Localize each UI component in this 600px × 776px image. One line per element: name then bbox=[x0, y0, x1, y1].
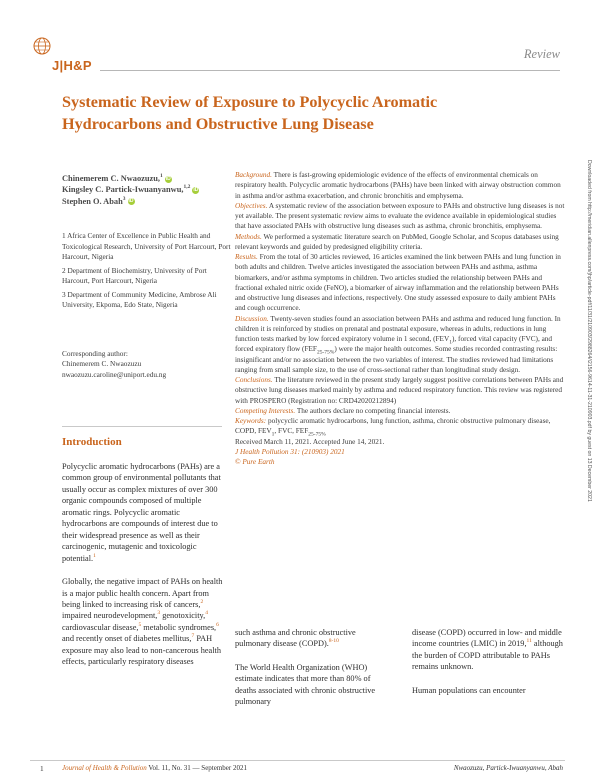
corresponding-label: Corresponding author: bbox=[62, 349, 128, 358]
logo-text: J|H&P bbox=[52, 58, 92, 73]
author-2: Kingsley C. Partick-Iwuanyanwu,$^{1,2}$ iD bbox=[62, 184, 199, 195]
orcid-icon[interactable]: iD bbox=[128, 198, 134, 205]
orcid-icon[interactable]: iD bbox=[193, 186, 199, 193]
section-divider bbox=[62, 426, 222, 427]
article-title: Systematic Review of Exposure to Polycyclic Aromatic Hydrocarbons and Obstructive Lung Disease bbox=[62, 93, 438, 133]
abstract-methods: Methods. We performed a systematic literature search on PubMed, Google Scholar, and Scopus databases using relevant keywords and guided by predesigned eligibility criteria. bbox=[235, 232, 559, 251]
abstract-background: Background. There is fast-growing epidemiologic evidence of the effects of environmental chemicals on respiratory health. Polycyclic aromatic hydrocarbons (PAHs) have been linked with airway obstruction common in asthma and/or asthma exacerbation, and chronic bronchitis and emphysema. bbox=[235, 171, 561, 200]
body-column-2 bbox=[235, 627, 385, 720]
article-type-label: Review bbox=[523, 47, 560, 61]
abstract-competing-interests: Competing Interests. The authors declare no competing financial interests. bbox=[235, 406, 451, 415]
affiliation-2: 2 Department of Biochemistry, University of Port Harcourt, Port Harcourt, Nigeria bbox=[62, 265, 207, 285]
corresponding-email[interactable]: nwaozuzu.caroline@uniport.edu.ng bbox=[62, 369, 167, 379]
received-date: Received March 11, 2021. Accepted June 14, 2021. bbox=[235, 437, 385, 446]
author-3: Stephen O. Abah$^3$ iD bbox=[62, 195, 134, 206]
introduction-heading: Introduction bbox=[62, 436, 122, 448]
abstract-results: Results. From the total of 30 articles reviewed, 16 articles examined the link between PAHs and lung function in both adults and children. Twelve articles investigated the association between PAHs and asthma, asthma biomarkers, and/or asthma symptoms in children. Two articles studied the relationship between PAHs and fractional exhaled nitric oxide (FeNO), a biomarker of airway inflammation and the relationship between PAHs and obstructive lung diseases and infections, respectively. One study assessed exposure to daily ambient PAHs and cough occurrence. bbox=[235, 253, 561, 313]
affiliation-3: 3 Department of Community Medicine, Ambrose Ali University, Ekpoma, Edo State, Nigeria bbox=[62, 289, 217, 309]
corresponding-author bbox=[62, 349, 232, 380]
paragraph: Polycyclic aromatic hydrocarbons (PAHs) are a common group of environmental pollutants that usually occur as complex mixtures of over 300 organic compounds composed of multiple aromatic rings. Polycyclic aromatic hydrocarbons are compounds of interest due to their widespread presence as well as their carcinogenic, mutagenic and toxicologic potential.$^1$ bbox=[62, 462, 221, 563]
abstract bbox=[235, 170, 565, 467]
copyright: © Pure Earth bbox=[235, 458, 275, 466]
affiliation-1: 1 Africa Center of Excellence in Public Health and Toxicological Research, University of Port Harcourt, Port Harcourt, Nigeria bbox=[62, 231, 231, 261]
body-column-3 bbox=[412, 627, 565, 708]
abstract-conclusions: Conclusions. The literature reviewed in the present study largely suggest positive correlations between PAHs and obstructive lung diseases marked mainly by asthma and reduced respiratory function. This review was registered with PROSPERO (Registration no: CRD42020212894) bbox=[235, 376, 564, 405]
journal-logo bbox=[30, 36, 105, 76]
paragraph: Globally, the negative impact of PAHs on health is a major public health concern. Apart from being linked to increasing risk of cancers,$^2$ impaired neurodevelopment,$^3$ genotoxicity,$^4$ cardiovascular disease,$^5$ metabolic syndromes,$^6$ and recently onset of diabetes mellitus,$^7$ PAH exposure may also lead to non-cancerous health effects, particularly respiratory diseases bbox=[62, 577, 223, 667]
header-divider bbox=[100, 70, 560, 71]
corresponding-name: Chinemerem C. Nwaozuzu bbox=[62, 359, 142, 369]
abstract-keywords: Keywords: polycyclic aromatic hydrocarbons, lung function, asthma, chronic obstructive pulmonary disease, COPD, $FEV_1$, FVC, $FEF_{25-75\%}$ bbox=[235, 417, 551, 438]
paragraph: The World Health Organization (WHO) estimate indicates that more than 80% of deaths associated with chronic obstructive pulmonary bbox=[235, 662, 376, 707]
body-column-1 bbox=[62, 461, 226, 680]
footer-divider bbox=[30, 760, 565, 761]
abstract-discussion: Discussion. Twenty-seven studies found an association between PAHs and asthma and reduced lung function. In children it is reinforced by studies on prenatal and postnatal exposure, whereas in adults, reductions in lung function tests marked by low forced expiratory volume in 1 second, $(FEV_1)$, forced vital capacity (FVC), and forced expiratory flow $(FEF_{25-75\%})$ were the major health outcomes. Some studies recorded contrasting results: insignificant and/or no association between the two variables of interest. The studies reviewed had limitations ranging from small sample size, to the use of cross-sectional rather than longitudinal study design. bbox=[235, 314, 561, 374]
globe-logo-icon bbox=[32, 36, 52, 60]
footer-authors: Nwaozuzu, Partick-Iwuanyanwu, Abah bbox=[453, 764, 563, 772]
citation: J Health Pollution 31: (210903) 2021 bbox=[235, 447, 345, 456]
download-note: Downloaded from http://meridian.allenpress.com/jhp/article-pdf/11/31/210903/2988264/i2156-9614-11-31-210903.pdf by guest on 13 December 2021 bbox=[586, 160, 592, 502]
paragraph: Human populations can encounter bbox=[412, 685, 526, 695]
page-number: 1 bbox=[40, 764, 44, 773]
paragraph: such asthma and chronic obstructive pulmonary disease (COPD).$^{8-10}$ bbox=[235, 628, 356, 649]
footer-journal: Journal of Health & Pollution Vol. 11, No. 31 — September 2021 bbox=[62, 764, 247, 772]
paragraph: disease (COPD) occurred in low- and middle income countries (LMIC) in 2019,11 although the burden of COPD attributable to PAHs remains unknown. bbox=[412, 628, 563, 672]
author-list bbox=[62, 173, 232, 207]
orcid-icon[interactable]: iD bbox=[165, 175, 171, 182]
abstract-objectives: Objectives. A systematic review of the association between exposure to PAHs and obstructive lung diseases is not yet available. The present systematic review aims to evaluate the evidence available in epidemiological studies that have associated PAHs with obstructive lung diseases such as asthma, chronic bronchitis, emphysema. bbox=[235, 201, 565, 231]
author-1: Chinemerem C. Nwaozuzu,$^1$ iD bbox=[62, 173, 171, 183]
affiliations bbox=[62, 231, 232, 314]
